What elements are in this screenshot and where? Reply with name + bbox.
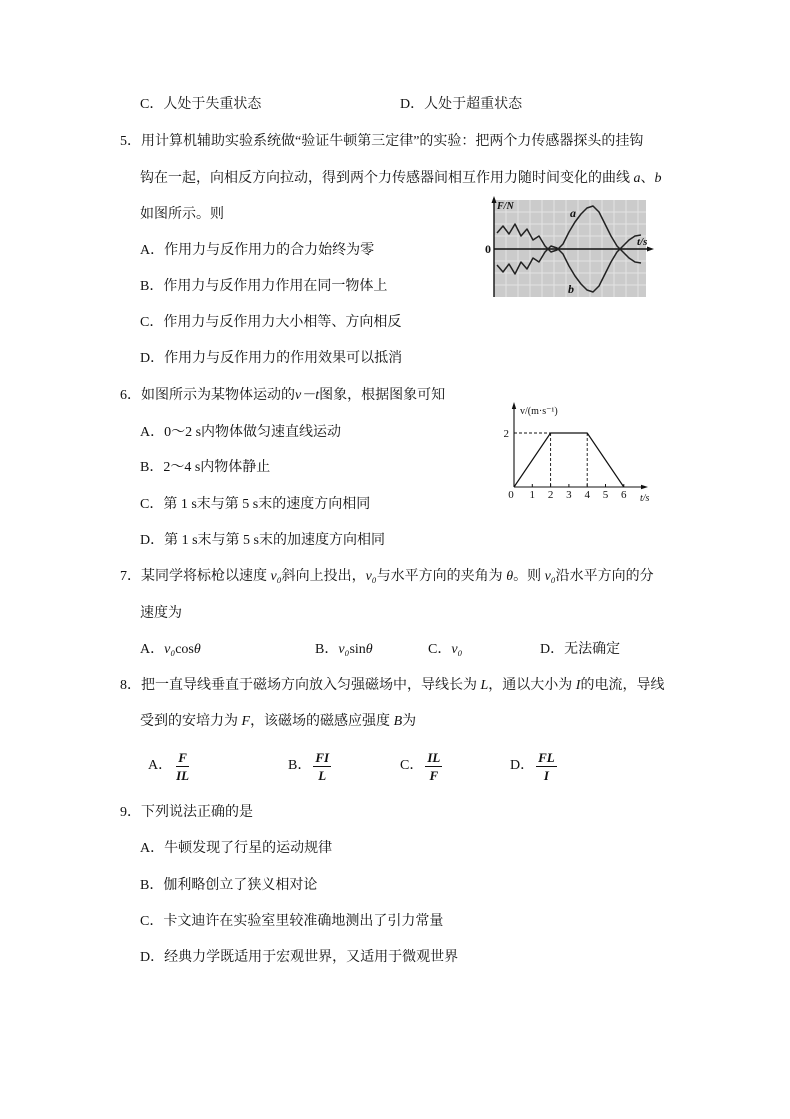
q7-option-b-label: B． — [315, 642, 339, 657]
q8-option-c — [400, 748, 442, 784]
q5-curve-b-var: b — [654, 171, 662, 186]
q8-option-d-denominator: I — [543, 767, 549, 783]
q7-stem-line-2: 速度为 — [140, 606, 182, 621]
q8-stem-text-1: 8．把一直导线垂直于磁场方向放入匀强磁场中，导线长为 — [120, 678, 481, 693]
q5-option-b: B．作用力与反作用力作用在同一物体上 — [140, 279, 388, 294]
q8-option-c-denominator: F — [429, 767, 439, 783]
q4-option-c: C．人处于失重状态 — [140, 97, 262, 112]
q5-option-d: D．作用力与反作用力的作用效果可以抵消 — [140, 351, 403, 366]
force-y-axis-label: F/N — [497, 201, 514, 212]
q7-option-c-v0: v₀ — [451, 642, 463, 657]
q8-option-c-label: C． — [400, 758, 424, 773]
q8-field-var: B — [393, 714, 403, 729]
q9-option-d: D．经典力学既适用于宏观世界，又适用于微观世界 — [140, 950, 459, 965]
q7-option-d — [540, 640, 620, 660]
force-time-figure — [482, 196, 662, 302]
q5-separator: 、 — [640, 171, 655, 186]
q8-current-var: I — [575, 678, 581, 693]
force-y-axis-arrow — [492, 196, 497, 203]
vt-x-axis-label: t/s — [640, 493, 650, 504]
q8-option-a — [148, 748, 191, 784]
curve-a-label: a — [570, 206, 576, 220]
q7-stem-text-1: 7．某同学将标枪以速度 — [120, 569, 271, 584]
q7-option-d-label: D． — [540, 642, 565, 657]
q8-option-b — [288, 748, 331, 784]
q9-stem: 9．下列说法正确的是 — [120, 805, 253, 820]
vt-x-tick-label-1: 1 — [529, 489, 536, 501]
q5-option-a: A．作用力与反作用力的合力始终为零 — [140, 243, 375, 258]
q8-stem-text-3: 的电流，导线 — [580, 678, 665, 693]
q7-option-c — [428, 640, 462, 660]
q7-theta-var: θ — [506, 569, 514, 584]
velocity-time-figure — [495, 400, 660, 505]
q9-option-b: B．伽利略创立了狭义相对论 — [140, 878, 318, 893]
vt-graph-line — [514, 433, 624, 487]
q7-option-b — [315, 640, 373, 660]
q8-option-a-fraction — [174, 750, 191, 783]
q8-option-d-label: D． — [510, 758, 535, 773]
q9-option-c: C．卡文迪许在实验室里较准确地测出了引力常量 — [140, 914, 444, 929]
q7-stem-text-4: 。则 — [513, 569, 545, 584]
q6-stem-text-1: 6．如图所示为某物体运动的 — [120, 388, 295, 403]
q7-option-a-label: A． — [140, 642, 165, 657]
q7-option-a-v0: v₀ — [164, 642, 176, 657]
q8-option-b-denominator: L — [318, 767, 327, 783]
q8-option-b-fraction — [313, 750, 331, 783]
q8-stem-text-5: ，该磁场的磁感应强度 — [250, 714, 394, 729]
q8-option-b-numerator: FI — [315, 749, 330, 765]
q7-stem-text-3: 与水平方向的夹角为 — [376, 569, 507, 584]
q8-option-a-label: A． — [148, 758, 173, 773]
vt-x-tick-label-4: 4 — [584, 489, 590, 501]
q7-v0-var-3: v₀ — [544, 569, 556, 584]
q5-option-c: C．作用力与反作用力大小相等、方向相反 — [140, 315, 402, 330]
q8-stem-line-2 — [140, 712, 416, 732]
q5-stem-line-1: 5．用计算机辅助实验系统做“验证牛顿第三定律”的实验：把两个力传感器探头的挂钩 — [120, 134, 644, 149]
q8-stem-text-6: 为 — [402, 714, 417, 729]
vt-x-tick-label-5: 5 — [602, 489, 609, 501]
q6-option-c: C．第 1 s末与第 5 s末的速度方向相同 — [140, 497, 371, 512]
q6-stem — [120, 386, 445, 406]
vt-x-tick-label-6: 6 — [621, 489, 627, 501]
q4-option-d: D．人处于超重状态 — [400, 97, 523, 112]
q8-option-b-label: B． — [288, 758, 312, 773]
q7-option-c-label: C． — [428, 642, 452, 657]
q8-option-c-fraction — [425, 750, 442, 783]
q8-option-a-numerator: F — [178, 749, 187, 765]
force-x-axis-label: t/s — [637, 236, 648, 248]
q9-option-a: A．牛顿发现了行星的运动规律 — [140, 841, 333, 856]
q7-option-d-text: 无法确定 — [564, 642, 621, 657]
q8-option-a-denominator: IL — [176, 767, 190, 783]
q8-option-d — [510, 748, 557, 784]
q6-option-a: A．0～2 s内物体做匀速直线运动 — [140, 425, 342, 440]
q7-option-a-theta: θ — [193, 642, 201, 657]
q5-stem-line-3: 如图所示。则 — [140, 207, 224, 222]
q7-option-b-func: sin — [349, 642, 366, 657]
q5-curve-a-var: a — [633, 171, 641, 186]
q8-option-c-numerator: IL — [427, 749, 441, 765]
vt-y-axis-arrow — [512, 402, 516, 409]
q8-option-d-numerator: FL — [538, 749, 555, 765]
q7-v0-var-2: v₀ — [365, 569, 377, 584]
q8-stem-line-1 — [120, 676, 664, 696]
q7-option-b-v0: v₀ — [338, 642, 350, 657]
q5-stem-line-2 — [140, 169, 662, 189]
q8-length-var: L — [480, 678, 489, 693]
q6-option-b: B．2～4 s内物体静止 — [140, 460, 271, 475]
q6-vt-var: v－t — [295, 388, 320, 403]
vt-x-tick-label-0: 0 — [508, 489, 514, 501]
q5-stem-text: 钩在一起，向相反方向拉动，得到两个力传感器间相互作用力随时间变化的曲线 — [140, 171, 634, 186]
vt-x-tick-label-3: 3 — [566, 489, 572, 501]
vt-y-axis-label: v/(m·s⁻¹) — [520, 406, 558, 417]
q6-stem-text-2: 图象，根据图象可知 — [319, 388, 446, 403]
q8-stem-text-2: ，通以大小为 — [488, 678, 576, 693]
q6-option-d: D．第 1 s末与第 5 s末的加速度方向相同 — [140, 533, 386, 548]
q7-option-a — [140, 640, 201, 660]
vt-y-tick-label: 2 — [503, 428, 509, 440]
vt-x-axis-arrow — [641, 485, 648, 489]
q7-v0-var-1: v₀ — [270, 569, 282, 584]
q7-option-b-theta: θ — [365, 642, 373, 657]
q8-force-var: F — [241, 714, 251, 729]
q7-option-a-func: cos — [175, 642, 194, 657]
q8-option-d-fraction — [536, 750, 557, 783]
vt-x-tick-label-2: 2 — [547, 489, 554, 501]
force-origin-label: 0 — [485, 242, 491, 256]
q7-stem-line-1 — [120, 567, 654, 587]
q7-stem-text-5: 沿水平方向的分 — [555, 569, 654, 584]
q8-stem-text-4: 受到的安培力为 — [140, 714, 242, 729]
curve-b-label: b — [568, 282, 574, 296]
q7-stem-text-2: 斜向上投出， — [281, 569, 366, 584]
force-x-axis-arrow — [647, 247, 654, 252]
